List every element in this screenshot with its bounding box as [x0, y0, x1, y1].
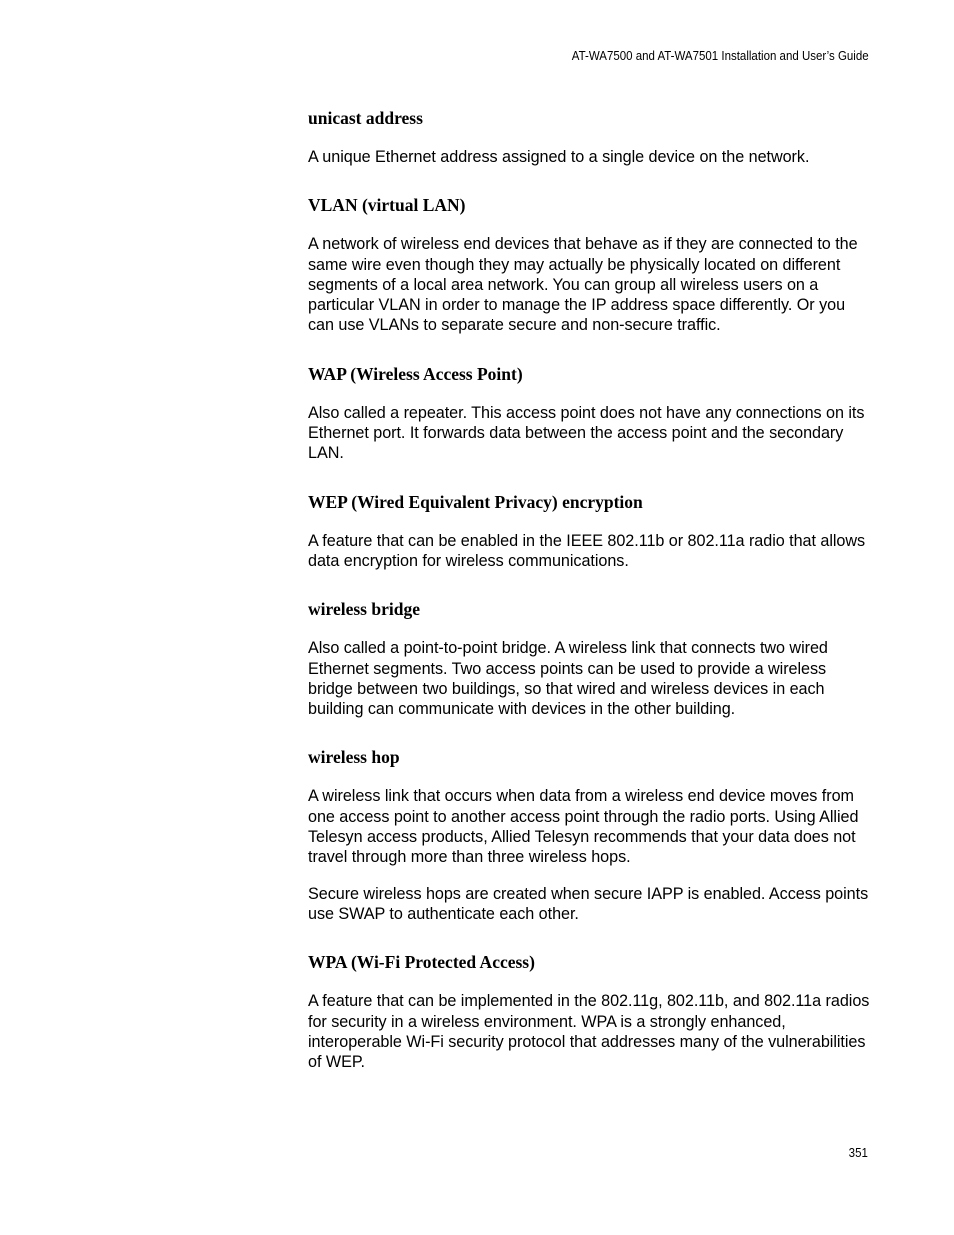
glossary-definition: A unique Ethernet address assigned to a single device on the network. — [308, 148, 810, 166]
glossary-definition: A wireless link that occurs when data from a wireless end device moves from one access point to another access point through the radio ports. Using Allied Telesyn access products, Allied Telesyn recommends that your data does not travel through more than three wireless hops. — [308, 787, 859, 867]
glossary-term: VLAN (virtual LAN) — [308, 195, 466, 216]
glossary-definition-continued: Secure wireless hops are created when secure IAPP is enabled. Access points use SWAP to authenticate each other. — [308, 884, 869, 923]
glossary-term: wireless hop — [308, 747, 400, 768]
glossary-definition: Also called a point-to-point bridge. A wireless link that connects two wired Ethernet segments. Two access points can be used to provide a wireless bridge between two buildings, so that wired and wireless devices in each building can communicate with devices in the other building. — [308, 639, 828, 719]
glossary-definition: A feature that can be enabled in the IEEE 802.11b or 802.11a radio that allows data encryption for wireless communications. — [308, 531, 866, 570]
glossary-content — [308, 108, 870, 1100]
glossary-term: WAP (Wireless Access Point) — [308, 363, 523, 384]
glossary-entry-vlan — [308, 195, 870, 335]
glossary-entry-wap — [308, 364, 870, 464]
glossary-term: WPA (Wi-Fi Protected Access) — [308, 952, 535, 973]
glossary-term: unicast address — [308, 108, 423, 128]
glossary-entry-wireless-bridge — [308, 599, 870, 719]
glossary-definition: Also called a repeater. This access point does not have any connections on its Ethernet port. It forwards data between the access point and the secondary LAN. — [308, 403, 865, 463]
glossary-entry-wpa — [308, 952, 870, 1072]
glossary-entry-wep — [308, 492, 870, 572]
glossary-entry-wireless-hop — [308, 747, 870, 924]
glossary-definition: A feature that can be implemented in the 802.11g, 802.11b, and 802.11a radios for security in a wireless environment. WPA is a strongly enhanced, interoperable Wi-Fi security protocol that addresses many of the vulnerabilities of WEP. — [308, 992, 870, 1072]
glossary-definition: A network of wireless end devices that behave as if they are connected to the same wire even though they may actually be physically located on different segments of a local area network. You can group all wireless users on a particular VLAN in order to manage the IP address space differently. Or you can use VLANs to separate secure and non-secure traffic. — [308, 235, 858, 335]
glossary-entry-unicast-address — [308, 108, 870, 167]
running-header: AT-WA7500 and AT-WA7501 Installation and User’s Guide — [572, 49, 869, 63]
page-number: 351 — [848, 1146, 868, 1160]
glossary-term: WEP (Wired Equivalent Privacy) encryption — [308, 491, 643, 512]
glossary-term: wireless bridge — [308, 599, 420, 620]
